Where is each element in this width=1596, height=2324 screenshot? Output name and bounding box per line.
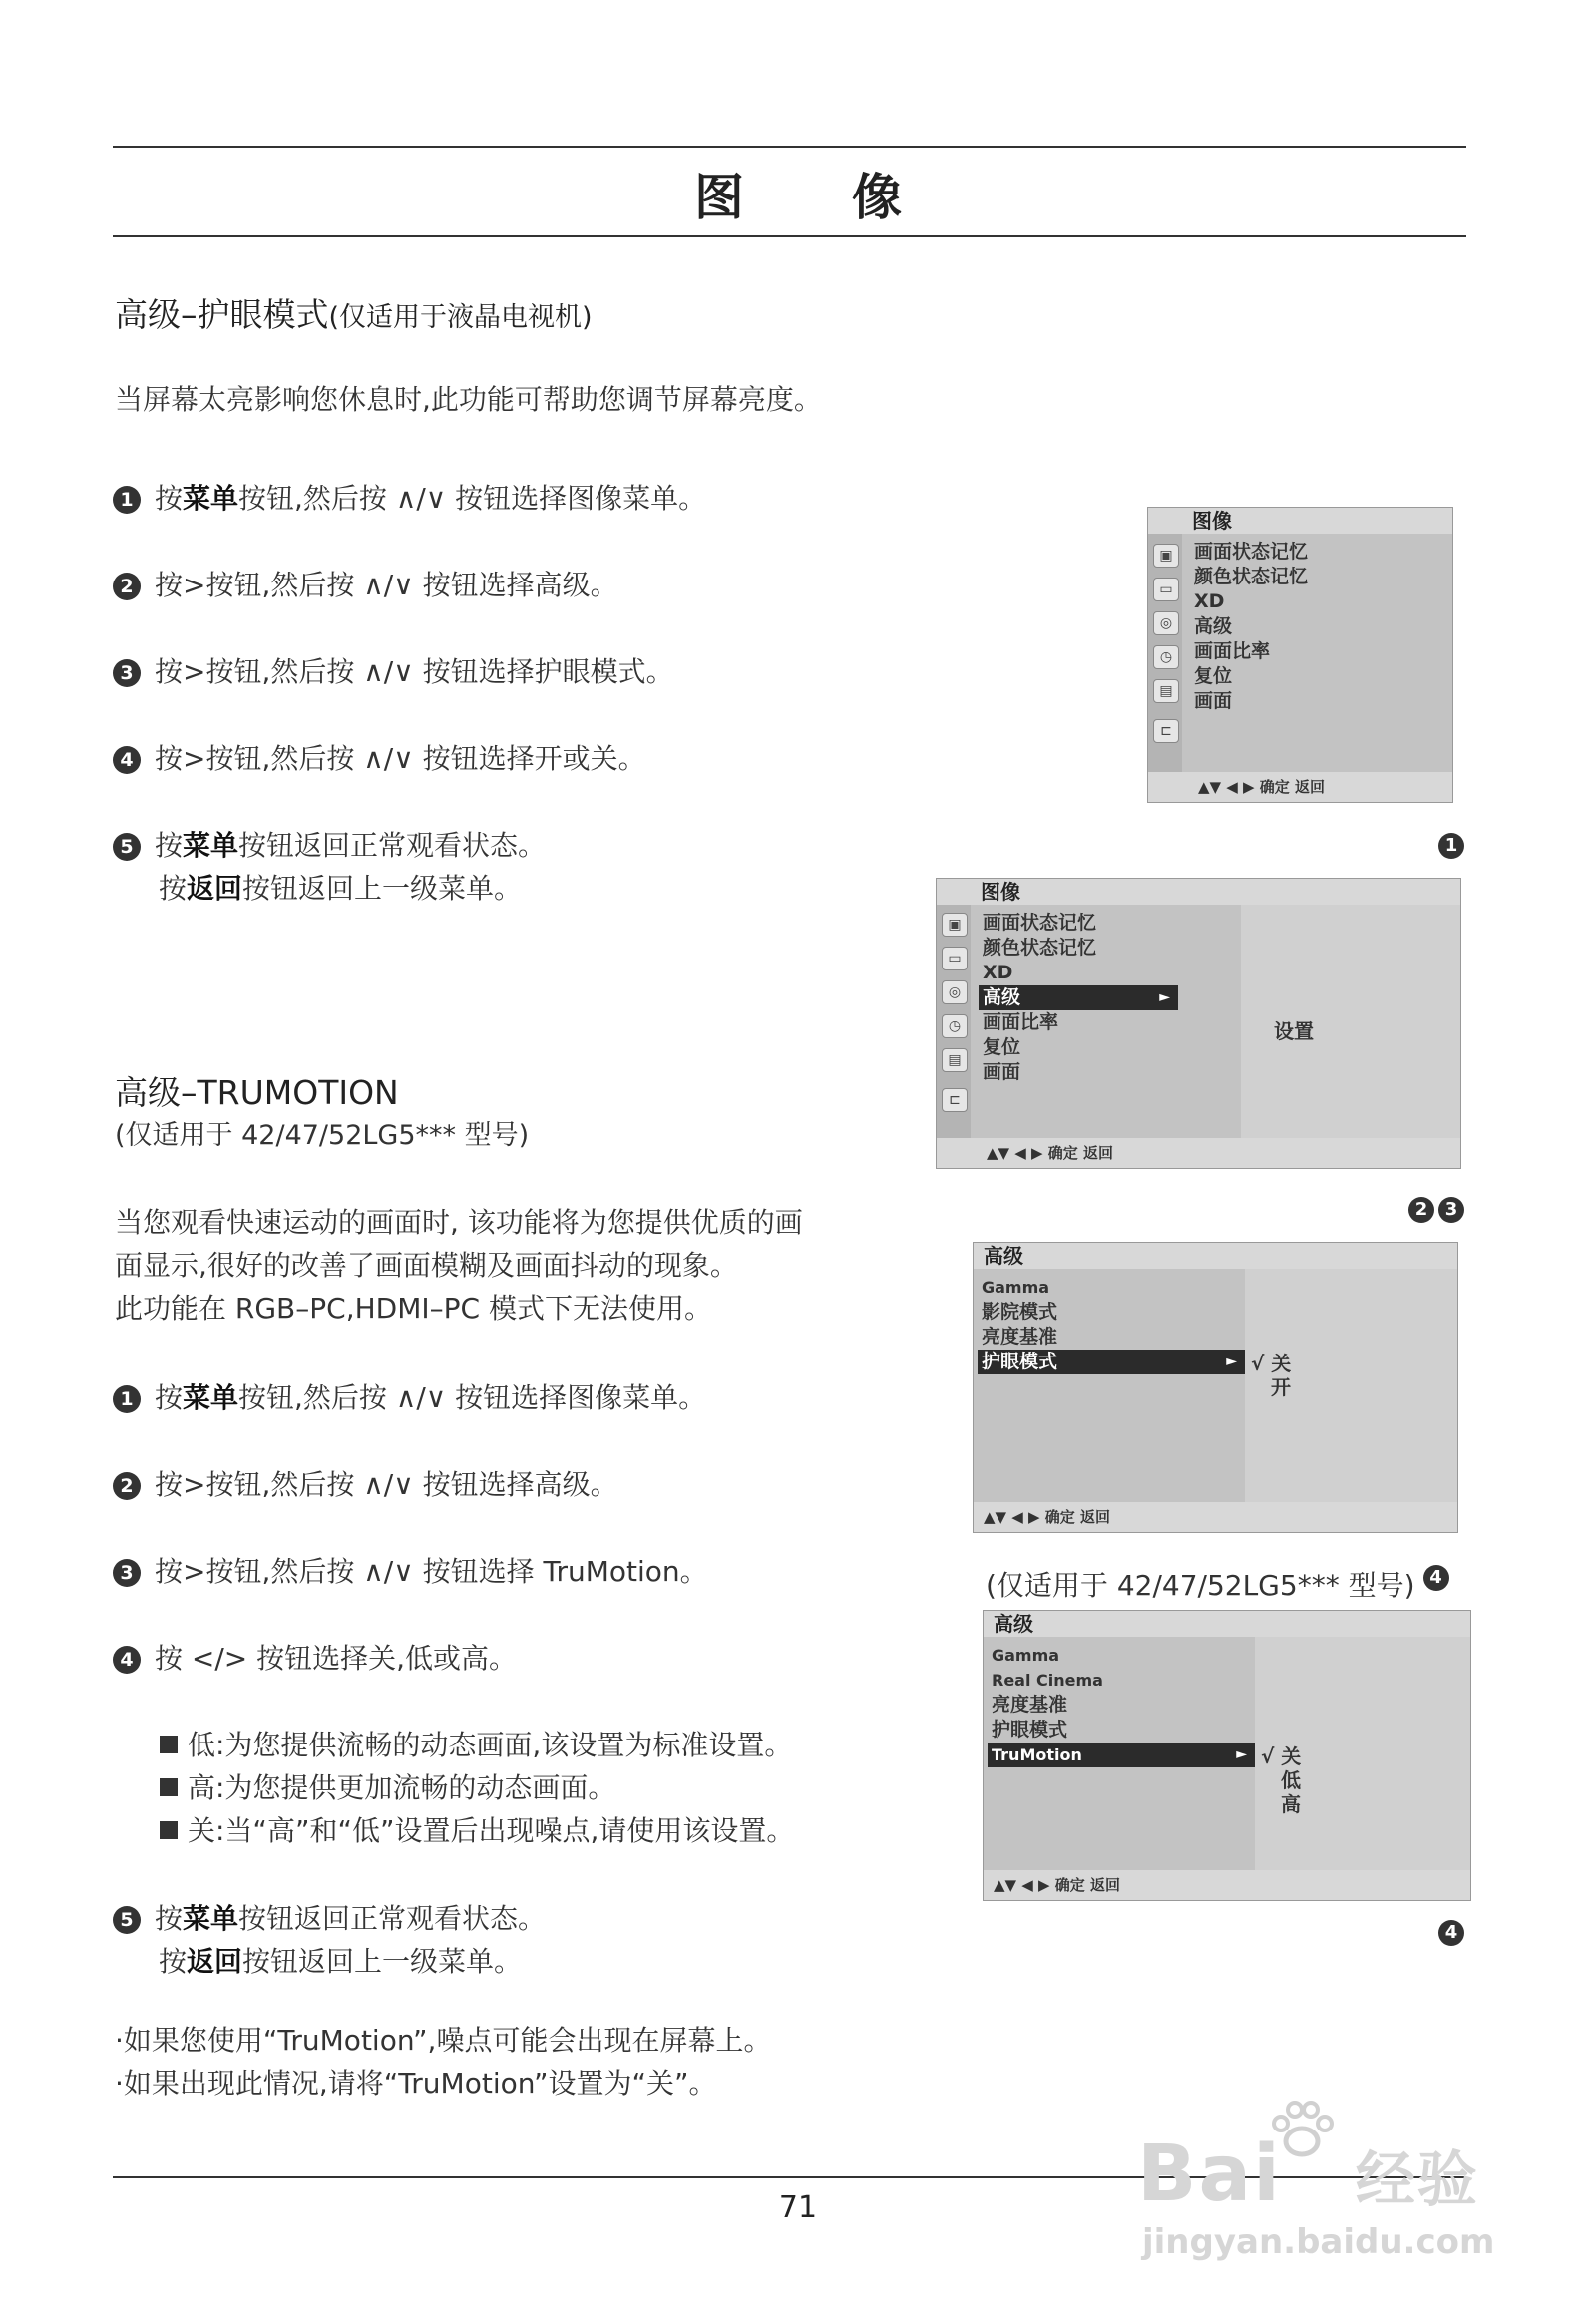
osd-title: 高级 bbox=[974, 1243, 1457, 1269]
step-1 bbox=[113, 477, 706, 521]
picture-icon: ▣ bbox=[1153, 544, 1179, 568]
menu4-caption-text: (仅适用于 42/47/52LG5*** 型号) bbox=[986, 1569, 1415, 1602]
watermark-brand-text: Bai bbox=[1137, 2130, 1282, 2219]
step-text: 按>按钮,然后按 ∧/∨ 按钮选择护眼模式。 bbox=[155, 655, 674, 688]
osd-item: 亮度基准 bbox=[982, 1326, 1058, 1348]
step-text: 按>按钮,然后按 ∧/∨ 按钮选择开或关。 bbox=[155, 742, 646, 775]
step-number-badge: 1 bbox=[113, 1385, 141, 1413]
input-icon: ⊏ bbox=[942, 1088, 968, 1112]
step-number-badge: 3 bbox=[113, 1559, 141, 1587]
step-number-badge: 1 bbox=[113, 486, 141, 514]
fig-num-badge: 2 bbox=[1408, 1197, 1434, 1223]
figure-numbers bbox=[1406, 1197, 1466, 1223]
lock-icon: ▤ bbox=[1153, 679, 1179, 703]
page-number: 71 bbox=[778, 2190, 818, 2225]
section1-heading bbox=[115, 289, 593, 336]
page-title bbox=[0, 158, 1596, 229]
osd-option: √ 关 bbox=[1251, 1352, 1292, 1375]
osd-option: 低 bbox=[1281, 1768, 1301, 1792]
step-text: 按 bbox=[155, 482, 184, 515]
watermark-url: jingyan.baidu.com bbox=[1142, 2222, 1495, 2262]
bullet-high bbox=[160, 1766, 615, 1810]
osd-item-list bbox=[1190, 540, 1308, 714]
figure-number bbox=[1436, 833, 1466, 859]
step-text: 按钮返回上一级菜单。 bbox=[242, 872, 523, 905]
osd-item: 护眼模式 bbox=[992, 1719, 1068, 1741]
step-text: 按 bbox=[155, 829, 184, 862]
step-text: 按>按钮,然后按 ∧/∨ 按钮选择 TruMotion。 bbox=[155, 1555, 708, 1588]
figure-number bbox=[1436, 1920, 1466, 1946]
step-text: 按 bbox=[155, 1381, 184, 1414]
osd-option: √ 关 bbox=[1261, 1744, 1302, 1768]
osd-menu-advanced-1 bbox=[973, 1242, 1458, 1533]
screen-icon: ▭ bbox=[942, 947, 968, 970]
osd-footer: ▲▼ ◀ ▶ 确定 返回 bbox=[974, 1502, 1457, 1532]
osd-item: XD bbox=[983, 962, 1013, 983]
osd-footer: ▲▼ ◀ ▶ 确定 返回 bbox=[937, 1138, 1460, 1168]
fig-num-badge: 1 bbox=[1438, 833, 1464, 859]
osd-item: 画面比率 bbox=[983, 1011, 1059, 1033]
osd-item-selected bbox=[978, 1350, 1245, 1374]
osd-item: 画面状态记忆 bbox=[983, 912, 1097, 934]
step-text: 按>按钮,然后按 ∧/∨ 按钮选择高级。 bbox=[155, 1468, 618, 1501]
osd-icon-column bbox=[937, 905, 971, 1138]
osd-item: 画面状态记忆 bbox=[1194, 541, 1309, 563]
step-text: 按钮,然后按 ∧/∨ 按钮选择图像菜单。 bbox=[238, 1381, 707, 1414]
lock-icon: ▤ bbox=[942, 1048, 968, 1072]
bullet-text: 高:为您提供更加流畅的动态画面。 bbox=[188, 1771, 616, 1804]
note-1: ·如果您使用“TruMotion”,噪点可能会出现在屏幕上。 bbox=[115, 2024, 772, 2057]
step-key-label: 菜单 bbox=[183, 1381, 239, 1414]
osd-item: 画面比率 bbox=[1194, 640, 1271, 662]
step-number-badge: 4 bbox=[113, 746, 141, 774]
step-5 bbox=[113, 824, 546, 868]
baidu-watermark bbox=[1137, 2115, 1496, 2274]
section1-heading-text: 高级–护眼模式 bbox=[115, 295, 329, 334]
osd-item-label: TruMotion bbox=[992, 1745, 1082, 1764]
step-text: 按钮返回上一级菜单。 bbox=[242, 1945, 523, 1978]
section1-desc: 当屏幕太亮影响您休息时,此功能可帮助您调节屏幕亮度。 bbox=[115, 383, 822, 416]
top-rule bbox=[113, 146, 1466, 148]
osd-item: Gamma bbox=[982, 1278, 1050, 1297]
step-number-badge: 5 bbox=[113, 1906, 141, 1934]
osd-item: XD bbox=[1194, 590, 1225, 612]
step-5 bbox=[113, 1897, 546, 1941]
input-icon: ⊏ bbox=[1153, 719, 1179, 743]
step-key-label: 返回 bbox=[187, 872, 243, 905]
step-key-label: 菜单 bbox=[183, 1902, 239, 1935]
fig-num-badge: 4 bbox=[1423, 1565, 1449, 1591]
step-text: 按 bbox=[159, 1945, 188, 1978]
square-bullet-icon bbox=[160, 1736, 178, 1753]
menu4-caption bbox=[986, 1564, 1463, 1604]
step-key-label: 菜单 bbox=[183, 829, 239, 862]
section2-desc-2: 面显示,很好的改善了画面模糊及画面抖动的现象。 bbox=[115, 1249, 738, 1282]
osd-item: 颜色状态记忆 bbox=[1194, 566, 1309, 587]
osd-item: 高级 bbox=[1194, 615, 1233, 637]
watermark-brand2-text: 经验 bbox=[1355, 2145, 1479, 2215]
osd-item-selected bbox=[988, 1743, 1255, 1767]
step-text: 按>按钮,然后按 ∧/∨ 按钮选择高级。 bbox=[155, 569, 618, 601]
osd-option: 开 bbox=[1271, 1375, 1291, 1399]
osd-item: 亮度基准 bbox=[992, 1694, 1068, 1716]
osd-footer: ▲▼ ◀ ▶ 确定 返回 bbox=[1148, 772, 1452, 802]
osd-menu-advanced-2 bbox=[983, 1610, 1471, 1901]
step-number-badge: 5 bbox=[113, 833, 141, 861]
osd-title: 图像 bbox=[1148, 508, 1452, 534]
osd-submenu-panel bbox=[1245, 1269, 1457, 1502]
title-char: 像 bbox=[852, 169, 902, 226]
osd-item: 画面 bbox=[983, 1061, 1021, 1083]
osd-icon-column bbox=[1148, 534, 1182, 772]
step-2 bbox=[113, 1463, 618, 1507]
step-text: 按 </> 按钮选择关,低或高。 bbox=[155, 1642, 518, 1675]
title-char: 图 bbox=[694, 169, 744, 226]
osd-title: 高级 bbox=[984, 1611, 1470, 1637]
osd-menu-picture-1 bbox=[1147, 507, 1453, 803]
arrow-right-icon: ► bbox=[1159, 989, 1170, 1005]
watermark-brand bbox=[1137, 2130, 1479, 2219]
osd-option: 高 bbox=[1281, 1792, 1301, 1816]
section2-heading: 高级–TRUMOTION bbox=[115, 1073, 399, 1112]
step-text: 按钮返回正常观看状态。 bbox=[238, 1902, 547, 1935]
step-text: 按 bbox=[159, 872, 188, 905]
sound-icon: ◎ bbox=[942, 980, 968, 1004]
picture-icon: ▣ bbox=[942, 913, 968, 937]
fig-num-badge: 3 bbox=[1438, 1197, 1464, 1223]
fig-num-badge: 4 bbox=[1438, 1920, 1464, 1946]
osd-item-label: 高级 bbox=[983, 986, 1021, 1008]
osd-item: 复位 bbox=[983, 1036, 1021, 1058]
note-2: ·如果出现此情况,请将“TruMotion”设置为“关”。 bbox=[115, 2067, 717, 2100]
osd-item: 画面 bbox=[1194, 690, 1233, 712]
section2-desc-1: 当您观看快速运动的画面时, 该功能将为您提供优质的画 bbox=[115, 1206, 803, 1239]
osd-item: 影院模式 bbox=[982, 1301, 1058, 1323]
bullet-text: 关:当“高”和“低”设置后出现噪点,请使用该设置。 bbox=[188, 1814, 795, 1847]
osd-item-list bbox=[978, 1275, 1245, 1374]
step-number-badge: 2 bbox=[113, 1472, 141, 1500]
step-key-label: 菜单 bbox=[183, 482, 239, 515]
section2-heading-note: (仅适用于 42/47/52LG5*** 型号) bbox=[115, 1120, 530, 1151]
step-text: 按钮返回正常观看状态。 bbox=[238, 829, 547, 862]
step-2 bbox=[113, 564, 618, 607]
section1-heading-note: (仅适用于液晶电视机) bbox=[328, 302, 593, 333]
step-4 bbox=[113, 1637, 517, 1681]
step-4 bbox=[113, 737, 646, 781]
screen-icon: ▭ bbox=[1153, 578, 1179, 601]
osd-footer: ▲▼ ◀ ▶ 确定 返回 bbox=[984, 1870, 1470, 1900]
step-5-line2 bbox=[113, 867, 522, 911]
step-number-badge: 2 bbox=[113, 573, 141, 600]
osd-submenu-panel bbox=[1241, 905, 1460, 1138]
bullet-off bbox=[160, 1809, 794, 1853]
step-5-line2 bbox=[113, 1940, 522, 1984]
square-bullet-icon bbox=[160, 1778, 178, 1796]
osd-item: 颜色状态记忆 bbox=[983, 937, 1097, 959]
step-text: 按钮,然后按 ∧/∨ 按钮选择图像菜单。 bbox=[238, 482, 707, 515]
osd-submenu-panel bbox=[1255, 1637, 1470, 1870]
bullet-text: 低:为您提供流畅的动态画面,该设置为标准设置。 bbox=[188, 1729, 793, 1761]
time-icon: ◷ bbox=[942, 1014, 968, 1038]
step-number-badge: 3 bbox=[113, 659, 141, 687]
arrow-right-icon: ► bbox=[1236, 1746, 1247, 1762]
osd-item: 复位 bbox=[1194, 665, 1233, 687]
step-3 bbox=[113, 650, 674, 694]
osd-item-label: 护眼模式 bbox=[982, 1351, 1058, 1372]
step-3 bbox=[113, 1550, 708, 1594]
osd-menu-picture-2 bbox=[936, 878, 1461, 1169]
step-number-badge: 4 bbox=[113, 1646, 141, 1674]
arrow-right-icon: ► bbox=[1226, 1354, 1237, 1369]
osd-item: Gamma bbox=[992, 1646, 1060, 1665]
osd-item-list bbox=[988, 1643, 1255, 1767]
time-icon: ◷ bbox=[1153, 645, 1179, 669]
bullet-low bbox=[160, 1724, 792, 1767]
osd-item-list bbox=[979, 911, 1178, 1085]
osd-item: Real Cinema bbox=[992, 1671, 1103, 1690]
step-1 bbox=[113, 1376, 706, 1420]
osd-option: 设置 bbox=[1274, 1019, 1314, 1043]
square-bullet-icon bbox=[160, 1821, 178, 1839]
step-text: 按 bbox=[155, 1902, 184, 1935]
osd-title: 图像 bbox=[937, 879, 1460, 905]
section2-desc-3: 此功能在 RGB–PC,HDMI–PC 模式下无法使用。 bbox=[115, 1292, 712, 1325]
osd-item-selected bbox=[979, 985, 1178, 1010]
step-key-label: 返回 bbox=[187, 1945, 243, 1978]
sound-icon: ◎ bbox=[1153, 611, 1179, 635]
title-rule bbox=[113, 235, 1466, 237]
